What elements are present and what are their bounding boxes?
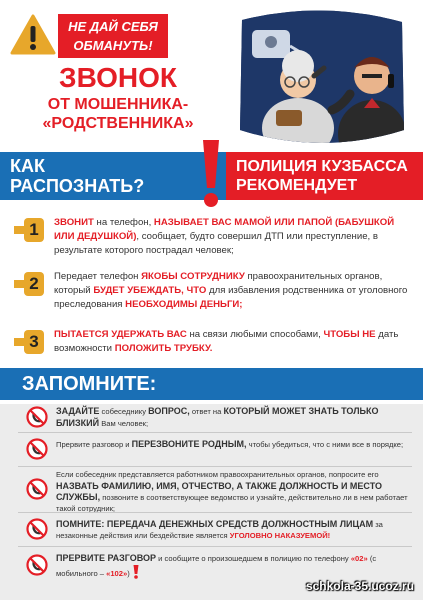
text-run: (с мобильного – <box>56 554 377 578</box>
divider <box>18 546 412 547</box>
exclamation-icon <box>200 138 222 210</box>
page-subtitle <box>20 95 216 133</box>
text-run: на телефон, <box>93 217 154 228</box>
step-text <box>54 328 414 356</box>
text-run: ЗВОНИТ <box>54 217 94 228</box>
text-run: ЗАДАЙТЕ <box>56 406 100 416</box>
text-run: Если собеседник представляется работником правоохранительных органов, попросите его <box>56 470 379 479</box>
text-run: , сообщает, будто совершил ДТП или преступление, в результате которого пострадал человек; <box>54 231 378 256</box>
text-run: «102» <box>106 568 128 578</box>
how-to-recognize-heading <box>0 152 170 200</box>
police-recommends-heading <box>226 152 423 200</box>
how-line-2: РАСПОЗНАТЬ? <box>10 176 145 196</box>
text-run: позвоните в соответствующее ведомство и узнайте, действительно ли в нем работает такой сотрудник; <box>56 493 408 513</box>
subtitle-line-1: ОТ МОШЕННИКА- <box>47 96 189 113</box>
step-number: 3 <box>24 330 44 354</box>
scam-call-illustration <box>232 10 412 150</box>
header-area <box>0 0 423 150</box>
no-phone-icon <box>26 518 48 540</box>
text-run: и сообщите о произошедшем в полицию по телефону <box>156 554 351 563</box>
text-run: собеседнику <box>99 407 149 416</box>
text-run: ПРЕРВИТЕ РАЗГОВОР <box>56 553 157 563</box>
text-run: КОТОРЫЙ МОЖЕТ ЗНАТЬ ТОЛЬКО БЛИЗКИЙ <box>56 406 379 428</box>
divider <box>18 432 412 433</box>
text-run: ПЕРЕЗВОНИТЕ РОДНЫМ, <box>131 439 247 449</box>
rule-text <box>56 406 412 429</box>
number-badge-icon <box>14 272 42 296</box>
how-line-1: КАК <box>10 156 45 176</box>
text-run: ПОЛОЖИТЬ ТРУБКУ. <box>114 343 213 354</box>
step-number: 2 <box>24 272 44 296</box>
remember-heading-bar <box>0 368 423 400</box>
step-text <box>54 270 414 312</box>
no-phone-icon <box>26 438 48 460</box>
text-run: Вам человек; <box>99 418 149 428</box>
text-run: Прервите разговор и <box>56 440 132 449</box>
text-run: ВОПРОС, <box>148 406 190 416</box>
text-run: для избавления родственника от уголовного преследования <box>54 285 408 310</box>
no-phone-icon <box>26 554 48 576</box>
step-number: 1 <box>24 218 44 242</box>
text-run: ЧТОБЫ НЕ <box>323 329 376 340</box>
text-run: ПОМНИТЕ: ПЕРЕДАЧА ДЕНЕЖНЫХ СРЕДСТВ ДОЛЖНОСТНЫМ ЛИЦАМ <box>56 519 374 529</box>
text-run: Передает телефон <box>54 271 142 282</box>
exclamation-icon <box>133 565 139 579</box>
text-run: дать возможности <box>54 329 399 354</box>
rules-list <box>0 404 423 600</box>
banner-line-2: ОБМАНУТЬ! <box>73 38 153 53</box>
text-run: за незаконные действия или бездействие является <box>56 520 383 540</box>
rule-text <box>56 439 412 451</box>
text-run: НЕОБХОДИМЫ ДЕНЬГИ; <box>125 299 243 310</box>
text-run: чтобы убедиться, что с ними все в порядке; <box>246 440 404 449</box>
number-badge-icon <box>14 218 42 242</box>
text-run: НАЗВАТЬ ФАМИЛИЮ, ИМЯ, ОТЧЕСТВО, А ТАКЖЕ ДОЛЖНОСТЬ И МЕСТО СЛУЖБЫ, <box>56 480 382 502</box>
text-run: правоохранительных органов, который <box>54 271 383 296</box>
banner <box>58 14 168 58</box>
subtitle-line-2: «РОДСТВЕННИКА» <box>42 115 194 132</box>
rule-text <box>56 519 412 541</box>
police-line-2: РЕКОМЕНДУЕТ <box>236 177 358 194</box>
text-run: ответ на <box>189 407 224 416</box>
step-text <box>54 216 414 258</box>
banner-line-1: НЕ ДАЙ СЕБЯ <box>68 19 158 34</box>
police-line-1: ПОЛИЦИЯ КУЗБАССА <box>236 158 408 175</box>
text-run: на связи любыми способами, <box>186 329 324 340</box>
remember-title: ЗАПОМНИТЕ: <box>22 373 157 395</box>
text-run: НАЗЫВАЕТ ВАС МАМОЙ ИЛИ ПАПОЙ (БАБУШКОЙ ИЛИ ДЕДУШКОЙ) <box>54 217 395 242</box>
text-run: ПЫТАЕТСЯ УДЕРЖАТЬ ВАС <box>54 329 187 340</box>
text-run: УГОЛОВНО НАКАЗУЕМОЙ! <box>229 530 331 540</box>
rule-text <box>56 470 412 514</box>
text-run: БУДЕТ УБЕЖДАТЬ, ЧТО <box>93 285 207 296</box>
site-watermark: schkola-35.ucoz.ru <box>305 579 414 593</box>
warning-triangle-icon <box>10 14 56 56</box>
no-phone-icon <box>26 406 48 428</box>
text-run: ЯКОБЫ СОТРУДНИКУ <box>141 271 245 282</box>
divider <box>18 466 412 467</box>
number-badge-icon <box>14 330 42 354</box>
divider <box>18 512 412 513</box>
text-run: «02» <box>350 554 368 563</box>
page-title: ЗВОНОК <box>59 62 177 93</box>
no-phone-icon <box>26 478 48 500</box>
text-run: ) <box>127 568 130 578</box>
